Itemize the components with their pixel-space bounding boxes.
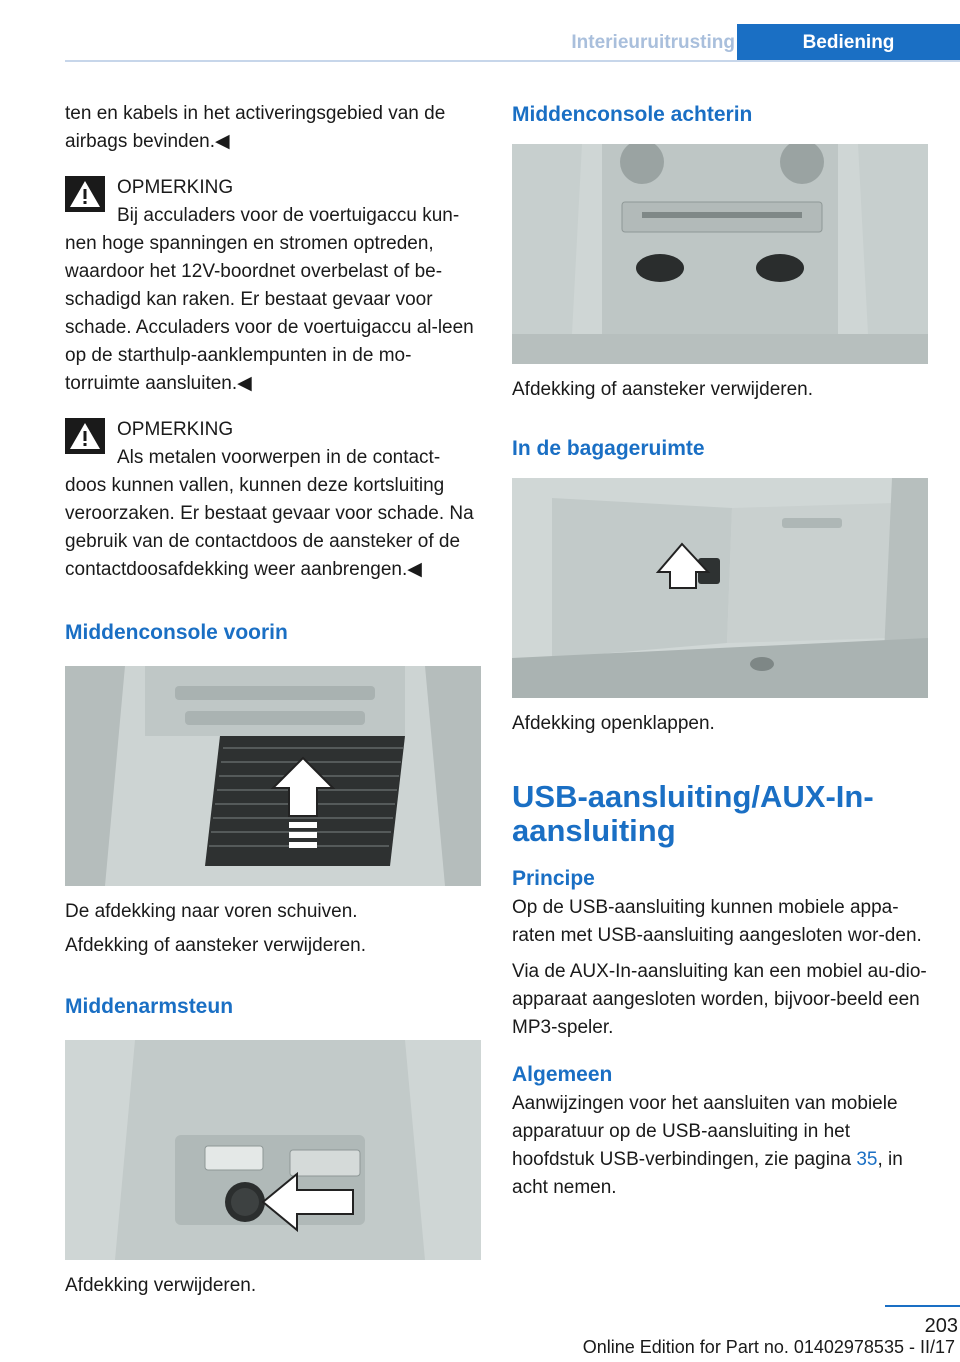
warning-triangle-icon <box>65 418 105 454</box>
header-section-title: Interieuruitrusting <box>571 32 735 53</box>
page-reference-link[interactable]: 35 <box>856 1149 878 1170</box>
general-heading: Algemeen <box>512 1063 613 1086</box>
notice-1-body <box>65 202 481 398</box>
header-rule <box>65 60 960 62</box>
notice-2-rest: doos kunnen vallen, kunnen deze kortsluiting veroorzaken. Er bestaat gevaar voor schade. Na gebruik van de contactdoos de aansteker of de contactdoosafdekking weer aanbrengen.◀ <box>65 475 474 580</box>
general-paragraph-1-pre: Aanwijzingen voor het aansluiten van mobiele apparatuur op de USB-aansluiting in het hoofdstuk USB-verbindingen, zie pagina <box>512 1093 898 1170</box>
left-column <box>65 100 481 1300</box>
luggage-photo <box>512 478 928 698</box>
armrest-photo <box>65 1040 481 1260</box>
notice-2-title: OPMERKING <box>117 419 234 440</box>
right-column <box>512 100 928 1202</box>
general-paragraph-1-post: , in acht nemen. <box>512 1149 903 1198</box>
principle-paragraph-1: Op de USB-aansluiting kunnen mobiele appa-raten met USB-aansluiting aangesloten wor-den. <box>512 897 922 946</box>
front-console-heading: Middenconsole voorin <box>65 621 288 644</box>
edition-line: Online Edition for Part no. 01402978535 - II/17 <box>582 1337 955 1357</box>
warning-triangle-icon <box>65 176 105 212</box>
general-paragraph-1 <box>512 1090 928 1202</box>
usb-aux-heading: USB-aansluiting/AUX-In-aansluiting <box>512 779 874 848</box>
notice-1-rest: nen hoge spanningen en stromen optreden, waardoor het 12V-boordnet overbelast of be-schadigd kan raken. Er bestaat gevaar voor schade. Acculaders voor de voertuigaccu al-leen op de starthulp-aanklempunten in de mo-torruimte aansluiten.◀ <box>65 233 474 394</box>
page-number: 203 <box>924 1315 958 1337</box>
armrest-heading: Middenarmsteun <box>65 995 234 1018</box>
principle-paragraph-2: Via de AUX-In-aansluiting kan een mobiel au-dio-apparaat aangesloten worden, bijvoor-beeld een MP3-speler. <box>512 961 927 1038</box>
notice-2-body <box>65 444 481 584</box>
footer-rule <box>885 1305 960 1307</box>
rear-console-photo <box>512 144 928 364</box>
rear-console-step-1: Afdekking of aansteker verwijderen. <box>512 379 813 400</box>
notice-2-first-line: Als metalen voorwerpen in de contact- <box>117 447 441 468</box>
header-chapter-tab: Bediening <box>737 24 960 62</box>
luggage-heading: In de bagageruimte <box>512 437 705 460</box>
notice-1-title: OPMERKING <box>117 177 234 198</box>
front-console-step-1: De afdekking naar voren schuiven. <box>65 901 358 922</box>
notice-1 <box>65 174 481 398</box>
principle-heading: Principe <box>512 867 595 890</box>
notice-1-first-line: Bij acculaders voor de voertuigaccu kun- <box>117 205 460 226</box>
front-console-photo <box>65 666 481 886</box>
luggage-step-1: Afdekking openklappen. <box>512 713 715 734</box>
rear-console-heading: Middenconsole achterin <box>512 103 753 126</box>
notice-2 <box>65 416 481 584</box>
armrest-step-1: Afdekking verwijderen. <box>65 1275 257 1296</box>
front-console-step-2: Afdekking of aansteker verwijderen. <box>65 935 366 956</box>
intro-text: ten en kabels in het activeringsgebied van de airbags bevinden.◀ <box>65 103 446 152</box>
